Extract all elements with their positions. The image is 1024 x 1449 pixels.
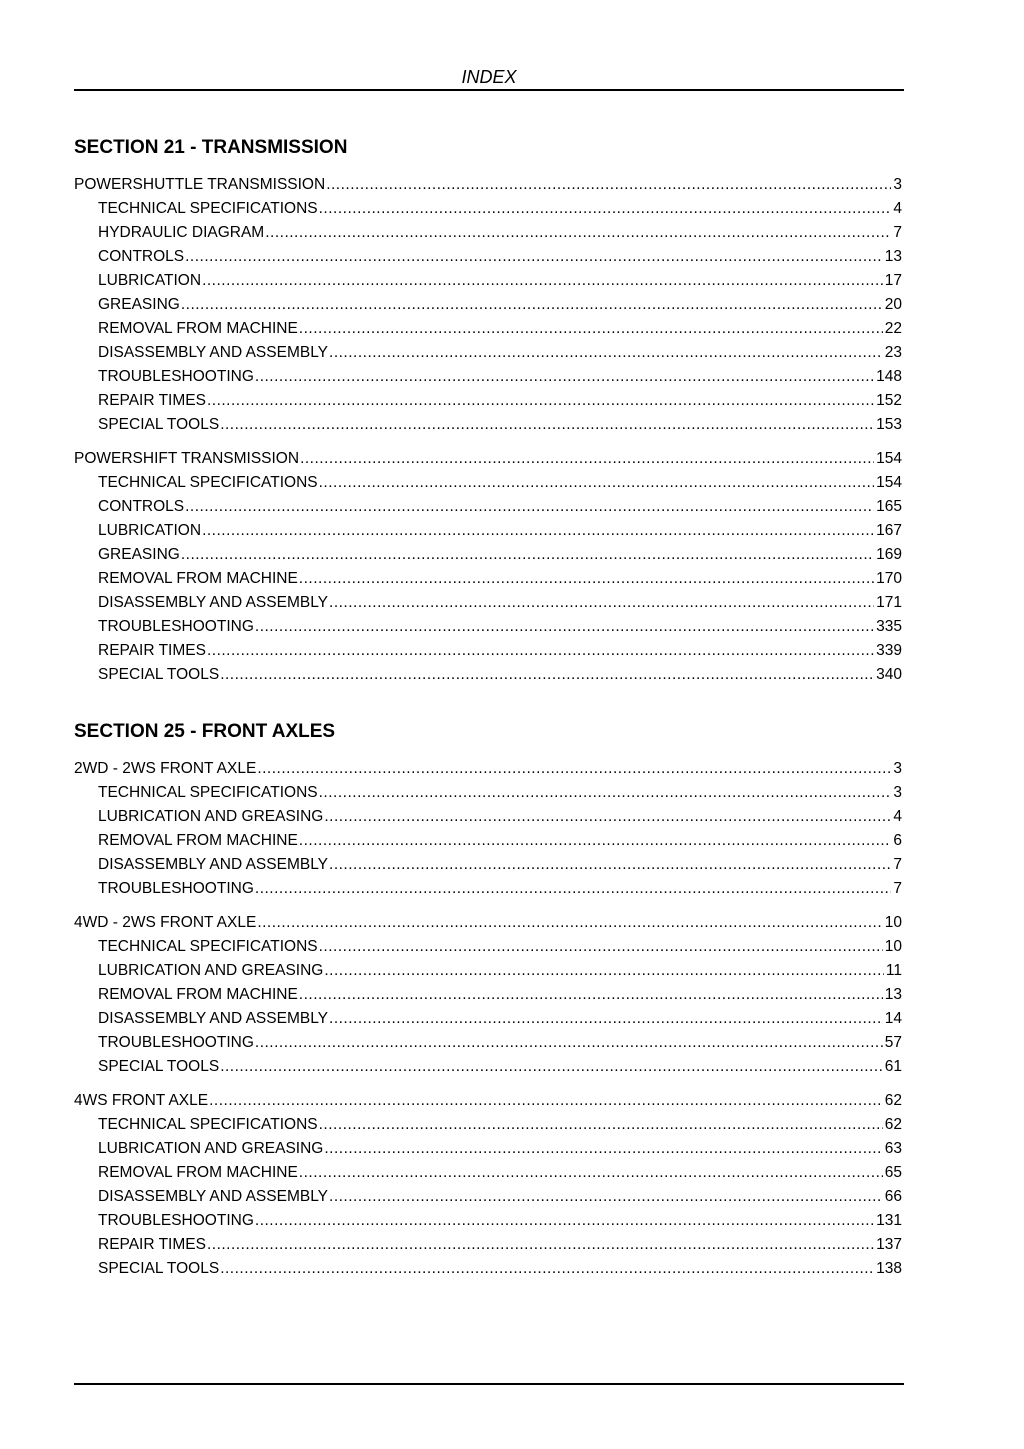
dot-leader — [329, 341, 883, 365]
toc-entry-label: DISASSEMBLY AND ASSEMBLY — [98, 594, 329, 611]
dot-leader — [299, 1161, 883, 1185]
page-number: 62 — [884, 1092, 902, 1109]
dot-leader — [255, 1209, 874, 1233]
toc-entry[interactable] — [74, 1007, 904, 1031]
toc-entry-label: REMOVAL FROM MACHINE — [98, 832, 298, 849]
toc-entry-label: GREASING — [98, 296, 180, 313]
toc-entry-label: TROUBLESHOOTING — [98, 1212, 254, 1229]
page-number: 7 — [893, 880, 902, 897]
page-number: 3 — [893, 784, 902, 801]
toc-group — [74, 911, 904, 1079]
toc-group — [74, 1089, 904, 1281]
page-number: 23 — [884, 344, 902, 361]
toc-entry[interactable] — [74, 269, 904, 293]
dot-leader — [319, 1113, 883, 1137]
page-number: 335 — [876, 618, 902, 635]
page-number: 167 — [876, 522, 902, 539]
toc-entry-label: REPAIR TIMES — [98, 642, 206, 659]
section-heading: SECTION 21 - TRANSMISSION — [74, 137, 348, 158]
toc-entry[interactable] — [74, 197, 904, 221]
dot-leader — [207, 1233, 874, 1257]
dot-leader — [207, 639, 874, 663]
page-number: 170 — [876, 570, 902, 587]
page-number: 66 — [884, 1188, 902, 1205]
toc-group-title: 4WD - 2WS FRONT AXLE — [74, 914, 257, 931]
toc-entry[interactable] — [74, 829, 904, 853]
page-number: 62 — [884, 1116, 902, 1133]
toc-entry[interactable] — [74, 591, 904, 615]
page-number: 11 — [885, 962, 902, 979]
toc-entry[interactable] — [74, 221, 904, 245]
toc-entry-label: LUBRICATION — [98, 522, 202, 539]
page-number: 154 — [876, 474, 902, 491]
dot-leader — [209, 1089, 883, 1113]
toc-entry-label: TECHNICAL SPECIFICATIONS — [98, 784, 318, 801]
dot-leader — [255, 1031, 883, 1055]
toc-entry-label: LUBRICATION AND GREASING — [98, 962, 324, 979]
toc-entry[interactable] — [74, 853, 904, 877]
page-number: 61 — [884, 1058, 902, 1075]
dot-leader — [255, 877, 891, 901]
page-number: 339 — [876, 642, 902, 659]
toc-group-title: POWERSHUTTLE TRANSMISSION — [74, 176, 326, 193]
dot-leader — [299, 567, 874, 591]
toc-entry-label: REPAIR TIMES — [98, 392, 206, 409]
page-number: 65 — [884, 1164, 902, 1181]
dot-leader — [220, 1257, 874, 1281]
toc-entry[interactable] — [74, 663, 904, 687]
toc-entry-label: TROUBLESHOOTING — [98, 880, 254, 897]
toc-group — [74, 757, 904, 901]
dot-leader — [319, 471, 875, 495]
page-number: 153 — [876, 416, 902, 433]
dot-leader — [181, 543, 874, 567]
dot-leader — [185, 495, 874, 519]
header-divider — [74, 89, 904, 91]
dot-leader — [220, 1055, 883, 1079]
dot-leader — [324, 1137, 882, 1161]
page-number: 7 — [893, 224, 902, 241]
dot-leader — [220, 413, 874, 437]
toc-entry-label: LUBRICATION AND GREASING — [98, 1140, 324, 1157]
toc-entry-label: CONTROLS — [98, 498, 185, 515]
toc-entry[interactable] — [74, 245, 904, 269]
dot-leader — [257, 757, 891, 781]
toc-group-title: 2WD - 2WS FRONT AXLE — [74, 760, 257, 777]
page-number: 137 — [876, 1236, 902, 1253]
toc-entry-label: CONTROLS — [98, 248, 185, 265]
table-of-contents — [74, 136, 904, 1281]
toc-entry[interactable] — [74, 959, 904, 983]
dot-leader — [329, 1185, 883, 1209]
page-number: 57 — [884, 1034, 902, 1051]
toc-group — [74, 173, 904, 437]
dot-leader — [202, 269, 883, 293]
toc-entry[interactable] — [74, 1137, 904, 1161]
toc-entry-label: LUBRICATION — [98, 272, 202, 289]
toc-entry-label: TROUBLESHOOTING — [98, 1034, 254, 1051]
toc-entry-label: TECHNICAL SPECIFICATIONS — [98, 1116, 318, 1133]
toc-group-entry[interactable] — [74, 447, 904, 471]
toc-entry-label: SPECIAL TOOLS — [98, 1260, 220, 1277]
dot-leader — [324, 959, 884, 983]
toc-entry[interactable] — [74, 365, 904, 389]
toc-entry[interactable] — [74, 495, 904, 519]
dot-leader — [324, 805, 891, 829]
toc-entry[interactable] — [74, 389, 904, 413]
page-number: 22 — [884, 320, 902, 337]
toc-entry-label: LUBRICATION AND GREASING — [98, 808, 324, 825]
dot-leader — [265, 221, 891, 245]
page-number: 13 — [884, 986, 902, 1003]
dot-leader — [299, 317, 883, 341]
toc-group-title: POWERSHIFT TRANSMISSION — [74, 450, 300, 467]
toc-group-entry[interactable] — [74, 173, 904, 197]
toc-entry[interactable] — [74, 341, 904, 365]
page-number: 4 — [893, 808, 902, 825]
dot-leader — [220, 663, 874, 687]
page-number: 17 — [884, 272, 902, 289]
toc-entry-label: DISASSEMBLY AND ASSEMBLY — [98, 344, 329, 361]
page-number: 148 — [876, 368, 902, 385]
section-heading: SECTION 25 - FRONT AXLES — [74, 721, 336, 742]
toc-entry[interactable] — [74, 1185, 904, 1209]
toc-entry[interactable] — [74, 1113, 904, 1137]
toc-group-entry[interactable] — [74, 911, 904, 935]
page-number: 20 — [884, 296, 902, 313]
page-number: 14 — [884, 1010, 902, 1027]
page-number: 63 — [884, 1140, 902, 1157]
page-number: 10 — [884, 938, 902, 955]
dot-leader — [255, 365, 874, 389]
toc-entry[interactable] — [74, 1209, 904, 1233]
toc-entry-label: REMOVAL FROM MACHINE — [98, 320, 298, 337]
toc-entry-label: TROUBLESHOOTING — [98, 368, 254, 385]
toc-entry[interactable] — [74, 877, 904, 901]
toc-entry[interactable] — [74, 1031, 904, 1055]
toc-group — [74, 447, 904, 687]
toc-entry[interactable] — [74, 1233, 904, 1257]
page-number: 4 — [893, 200, 902, 217]
page-number: 340 — [876, 666, 902, 683]
page-title: INDEX — [461, 67, 517, 87]
toc-entry-label: REMOVAL FROM MACHINE — [98, 1164, 298, 1181]
toc-section — [74, 136, 904, 687]
toc-group-title: 4WS FRONT AXLE — [74, 1092, 209, 1109]
dot-leader — [329, 1007, 883, 1031]
toc-group-entry[interactable] — [74, 1089, 904, 1113]
toc-entry-label: TECHNICAL SPECIFICATIONS — [98, 200, 318, 217]
toc-entry[interactable] — [74, 567, 904, 591]
dot-leader — [181, 293, 883, 317]
toc-entry[interactable] — [74, 519, 904, 543]
toc-entry-label: REPAIR TIMES — [98, 1236, 206, 1253]
toc-entry-label: REMOVAL FROM MACHINE — [98, 986, 298, 1003]
toc-entry[interactable] — [74, 543, 904, 567]
page-number: 138 — [876, 1260, 902, 1277]
toc-entry-label: DISASSEMBLY AND ASSEMBLY — [98, 1188, 329, 1205]
dot-leader — [319, 781, 892, 805]
toc-entry-label: TROUBLESHOOTING — [98, 618, 254, 635]
page-number: 3 — [893, 176, 902, 193]
page-number: 165 — [876, 498, 902, 515]
toc-entry-label: TECHNICAL SPECIFICATIONS — [98, 938, 318, 955]
toc-entry-label: GREASING — [98, 546, 180, 563]
dot-leader — [255, 615, 874, 639]
toc-entry-label: DISASSEMBLY AND ASSEMBLY — [98, 856, 329, 873]
toc-entry[interactable] — [74, 639, 904, 663]
toc-entry-label: HYDRAULIC DIAGRAM — [98, 224, 265, 241]
toc-entry[interactable] — [74, 615, 904, 639]
dot-leader — [202, 519, 874, 543]
toc-group-entry[interactable] — [74, 757, 904, 781]
dot-leader — [319, 935, 883, 959]
page-number: 10 — [884, 914, 902, 931]
toc-entry-label: DISASSEMBLY AND ASSEMBLY — [98, 1010, 329, 1027]
dot-leader — [299, 983, 883, 1007]
page-number: 152 — [876, 392, 902, 409]
page-number: 154 — [876, 450, 902, 467]
toc-entry-label: REMOVAL FROM MACHINE — [98, 570, 298, 587]
toc-entry[interactable] — [74, 1161, 904, 1185]
toc-section — [74, 720, 904, 1281]
toc-entry[interactable] — [74, 1055, 904, 1079]
toc-entry[interactable] — [74, 781, 904, 805]
dot-leader — [300, 447, 874, 471]
toc-entry-label: SPECIAL TOOLS — [98, 416, 220, 433]
toc-entry-label: TECHNICAL SPECIFICATIONS — [98, 474, 318, 491]
page-number: 13 — [884, 248, 902, 265]
page-number: 131 — [876, 1212, 902, 1229]
dot-leader — [319, 197, 892, 221]
toc-entry[interactable] — [74, 1257, 904, 1281]
dot-leader — [299, 829, 892, 853]
dot-leader — [257, 911, 882, 935]
dot-leader — [329, 591, 874, 615]
page-number: 169 — [876, 546, 902, 563]
page-number: 6 — [893, 832, 902, 849]
toc-entry[interactable] — [74, 471, 904, 495]
toc-entry[interactable] — [74, 805, 904, 829]
page-number: 3 — [893, 760, 902, 777]
toc-entry-label: SPECIAL TOOLS — [98, 1058, 220, 1075]
dot-leader — [207, 389, 874, 413]
page-number: 7 — [893, 856, 902, 873]
toc-entry[interactable] — [74, 983, 904, 1007]
toc-entry-label: SPECIAL TOOLS — [98, 666, 220, 683]
toc-entry[interactable] — [74, 293, 904, 317]
dot-leader — [326, 173, 891, 197]
dot-leader — [329, 853, 891, 877]
page-number: 171 — [876, 594, 902, 611]
toc-entry[interactable] — [74, 935, 904, 959]
toc-entry[interactable] — [74, 317, 904, 341]
dot-leader — [185, 245, 883, 269]
footer-divider — [74, 1383, 904, 1385]
toc-entry[interactable] — [74, 413, 904, 437]
